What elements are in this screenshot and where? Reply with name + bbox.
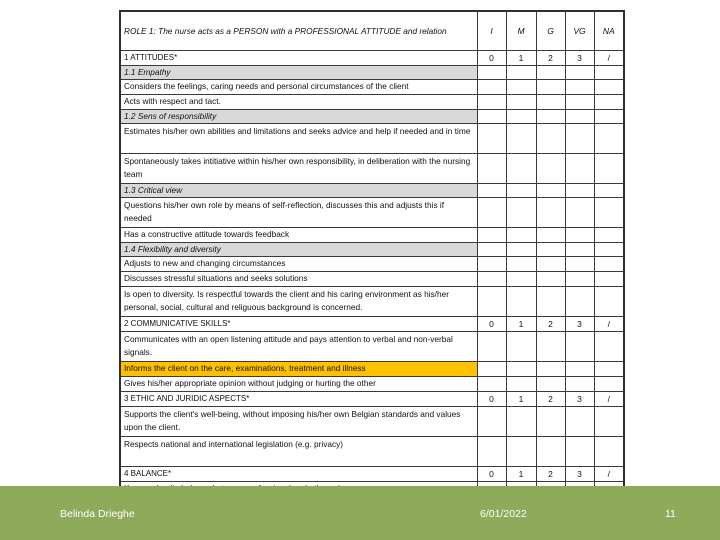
score-cell [536,124,565,154]
score-cell [594,287,624,317]
criterion-text: Communicates with an open listening attitude and pays attention to verbal and non-verbal signals. [120,332,477,362]
criterion-text: Adjusts to new and changing circumstances [120,257,477,272]
section-title: 3 ETHIC AND JURIDIC ASPECTS* [120,392,477,407]
score-cell [536,257,565,272]
score-cell [594,154,624,184]
score-option: 2 [536,317,565,332]
score-cell [565,332,594,362]
score-cell [536,437,565,467]
footer-date: 6/01/2022 [480,508,527,520]
score-cell [565,407,594,437]
section-title: 2 COMMUNICATIVE SKILLS* [120,317,477,332]
score-cell [477,332,506,362]
criterion-text: Estimates his/her own abilities and limitations and seeks advice and help if needed and in time [120,124,477,154]
score-cell [536,362,565,377]
score-cell [565,154,594,184]
role-title: ROLE 1: The nurse acts as a PERSON with a PROFESSIONAL ATTITUDE and relation [120,11,477,51]
score-option: 0 [477,317,506,332]
score-cell [506,124,536,154]
assessment-table-container [119,10,623,498]
score-cell [536,95,565,110]
score-cell [565,198,594,228]
score-cell [477,362,506,377]
score-cell [565,272,594,287]
score-cell [594,80,624,95]
score-option: 2 [536,392,565,407]
criterion-text: Gives his/her appropriate opinion without judging or hurting the other [120,377,477,392]
score-cell [536,243,565,257]
section-row [120,467,624,482]
criterion-row [120,257,624,272]
criterion-row [120,377,624,392]
score-cell [477,228,506,243]
footer-page-number: 11 [665,508,676,520]
score-cell [506,332,536,362]
footer-author: Belinda Drieghe [60,508,135,520]
score-option: 1 [506,467,536,482]
subheading-title: 1.3 Critical view [120,184,477,198]
score-cell [506,66,536,80]
scale-label-good: G [536,11,565,51]
score-cell [565,377,594,392]
score-option: / [594,317,624,332]
score-cell [506,95,536,110]
score-cell [477,184,506,198]
score-cell [506,377,536,392]
subheading-title: 1.2 Sens of responsibility [120,110,477,124]
score-option: 1 [506,51,536,66]
score-cell [565,66,594,80]
score-cell [506,80,536,95]
score-option: / [594,467,624,482]
score-cell [477,95,506,110]
score-option: 3 [565,392,594,407]
criterion-text: Respects national and international legislation (e.g. privacy) [120,437,477,467]
score-cell [506,287,536,317]
score-cell [477,257,506,272]
criterion-text: Has a constructive attitude towards feedback [120,228,477,243]
score-cell [477,287,506,317]
score-cell [536,377,565,392]
score-option: 3 [565,51,594,66]
score-cell [594,184,624,198]
score-cell [536,407,565,437]
score-cell [536,80,565,95]
score-cell [506,110,536,124]
score-option: 0 [477,467,506,482]
score-cell [594,124,624,154]
criterion-text: Acts with respect and tact. [120,95,477,110]
criterion-row [120,95,624,110]
score-cell [594,243,624,257]
score-cell [536,66,565,80]
section-row [120,317,624,332]
score-option: / [594,51,624,66]
score-cell [594,95,624,110]
score-cell [506,228,536,243]
score-option: 1 [506,317,536,332]
score-option: 0 [477,51,506,66]
score-cell [594,332,624,362]
criterion-row [120,332,624,362]
score-cell [565,287,594,317]
score-cell [565,228,594,243]
score-cell [565,184,594,198]
score-cell [506,257,536,272]
scale-label-not-applicable: NA [594,11,624,51]
criterion-row [120,437,624,467]
score-cell [565,124,594,154]
section-row [120,51,624,66]
score-cell [477,124,506,154]
criterion-text: Is open to diversity. Is respectful towards the client and his caring environment as his/her personal, social, cultural and religuous background is concerned. [120,287,477,317]
score-cell [477,198,506,228]
score-option: 3 [565,467,594,482]
criterion-text: Questions his/her own role by means of self-reflection, discusses this and adjusts this if needed [120,198,477,228]
footer-bar [0,486,720,540]
score-cell [594,198,624,228]
score-cell [565,437,594,467]
score-cell [536,287,565,317]
score-cell [506,437,536,467]
score-option: 3 [565,317,594,332]
criterion-row [120,124,624,154]
criterion-text: Spontaneously takes intitiative within his/her own responsibility, in deliberation with the nursing team [120,154,477,184]
score-cell [506,243,536,257]
score-cell [594,66,624,80]
score-cell [536,228,565,243]
score-cell [477,80,506,95]
score-option: 1 [506,392,536,407]
score-option: 2 [536,51,565,66]
criterion-row [120,287,624,317]
score-cell [565,95,594,110]
assessment-table-body [120,11,624,497]
criterion-text: Considers the feelings, caring needs and personal circumstances of the client [120,80,477,95]
criterion-row [120,198,624,228]
score-option: 2 [536,467,565,482]
subheading-title: 1.4 Flexibility and diversity [120,243,477,257]
score-cell [594,362,624,377]
score-cell [506,272,536,287]
score-cell [506,184,536,198]
subheading-row [120,110,624,124]
score-cell [594,272,624,287]
score-option: / [594,392,624,407]
criterion-text: Discusses stressful situations and seeks solutions [120,272,477,287]
section-title: 1 ATTITUDES* [120,51,477,66]
score-cell [565,80,594,95]
scale-label-very-good: VG [565,11,594,51]
score-cell [594,407,624,437]
score-cell [536,198,565,228]
subheading-row [120,66,624,80]
criterion-row [120,362,624,377]
score-option: 0 [477,392,506,407]
score-cell [565,110,594,124]
score-cell [536,154,565,184]
score-cell [594,437,624,467]
score-cell [477,66,506,80]
section-title: 4 BALANCE* [120,467,477,482]
score-cell [594,228,624,243]
score-cell [477,272,506,287]
table-header-row [120,11,624,51]
criterion-text: Informs the client on the care, examinations, treatment and illness [120,362,477,377]
score-cell [536,110,565,124]
score-cell [477,243,506,257]
score-cell [477,110,506,124]
score-cell [477,154,506,184]
scale-label-insufficient: I [477,11,506,51]
criterion-row [120,407,624,437]
score-cell [594,257,624,272]
subheading-row [120,243,624,257]
section-row [120,392,624,407]
score-cell [506,154,536,184]
score-cell [506,362,536,377]
score-cell [594,377,624,392]
score-cell [536,272,565,287]
score-cell [506,198,536,228]
subheading-row [120,184,624,198]
criterion-row [120,80,624,95]
criterion-row [120,228,624,243]
score-cell [477,437,506,467]
score-cell [477,377,506,392]
criterion-text: Supports the client's well-being, without imposing his/her own Belgian standards and values upon the client. [120,407,477,437]
score-cell [594,110,624,124]
score-cell [506,407,536,437]
subheading-title: 1.1 Empathy [120,66,477,80]
scale-label-moderate: M [506,11,536,51]
score-cell [477,407,506,437]
criterion-row [120,272,624,287]
score-cell [565,243,594,257]
criterion-row [120,154,624,184]
score-cell [536,184,565,198]
score-cell [565,257,594,272]
score-cell [565,362,594,377]
assessment-table [119,10,625,498]
score-cell [536,332,565,362]
